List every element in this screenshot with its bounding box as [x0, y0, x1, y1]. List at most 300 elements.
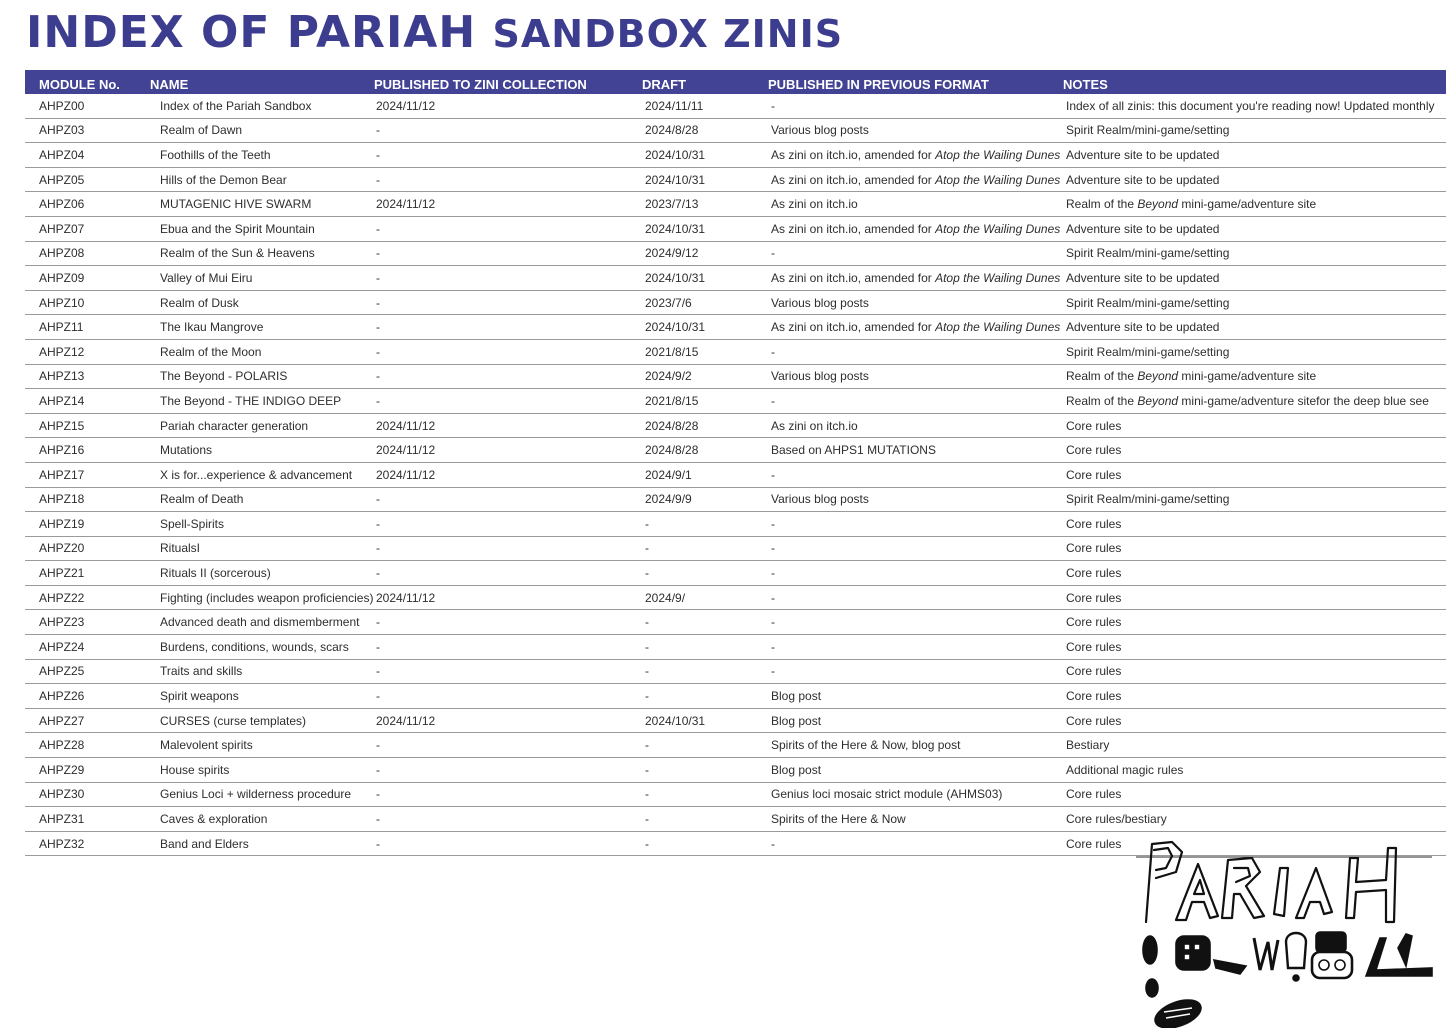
- cell-published-text: 2024/11/12: [376, 443, 436, 458]
- cell-name: [150, 610, 374, 635]
- cell-module-text: AHPZ15: [39, 418, 85, 433]
- cell-name: [150, 536, 374, 561]
- cell-name: [150, 462, 374, 487]
- table-row: [25, 807, 1446, 832]
- cell-notes: [1063, 364, 1446, 389]
- table-row: [25, 438, 1446, 463]
- cell-notes: [1063, 216, 1446, 241]
- cell-name: [150, 561, 374, 586]
- cell-previous-format-text: -: [771, 516, 775, 531]
- cell-module: [25, 659, 150, 684]
- cell-previous-format-text: -: [771, 639, 775, 654]
- cell-module-text: AHPZ29: [39, 762, 85, 777]
- cell-previous-format: [768, 438, 1063, 463]
- column-header-module: MODULE No.: [39, 76, 120, 92]
- cell-draft: [642, 733, 768, 758]
- cell-previous-format: [768, 610, 1063, 635]
- cell-previous-format-text: Based on AHPS1 MUTATIONS: [771, 443, 936, 458]
- cell-draft-text: -: [645, 787, 649, 802]
- cell-previous-format-text: Various blog posts: [771, 123, 869, 138]
- cell-previous-format-text: As zini on itch.io: [771, 418, 858, 433]
- cell-name: [150, 167, 374, 192]
- cell-name: [150, 512, 374, 537]
- cell-module: [25, 758, 150, 783]
- cell-notes-text: Adventure site to be updated: [1066, 147, 1220, 162]
- cell-published-text: -: [376, 123, 380, 138]
- cell-name-text: Genius Loci + wilderness procedure: [160, 787, 352, 802]
- cell-published: [374, 512, 642, 537]
- cell-draft: [642, 684, 768, 709]
- cell-published: [374, 192, 642, 217]
- cell-name: [150, 389, 374, 414]
- cell-published: [374, 364, 642, 389]
- table-row: [25, 708, 1446, 733]
- cell-name-text: X is for...experience & advancement: [160, 467, 353, 482]
- book-title: Atop the Wailing Dunes: [935, 320, 1061, 335]
- cell-draft: [642, 512, 768, 537]
- cell-notes: [1063, 659, 1446, 684]
- cell-notes: [1063, 684, 1446, 709]
- cell-published-text: -: [376, 344, 380, 359]
- cell-module: [25, 561, 150, 586]
- cell-module-text: AHPZ07: [39, 221, 85, 236]
- cell-previous-format: [768, 192, 1063, 217]
- cell-notes: [1063, 143, 1446, 168]
- cell-previous-format-text: -: [771, 836, 775, 851]
- table-row: [25, 536, 1446, 561]
- table-row: [25, 561, 1446, 586]
- cell-published-text: -: [376, 812, 380, 827]
- cell-previous-format-text: -: [771, 590, 775, 605]
- cell-published: [374, 807, 642, 832]
- cell-previous-format-text: -: [771, 467, 775, 482]
- cell-draft-text: 2024/9/1: [645, 467, 692, 482]
- cell-draft: [642, 413, 768, 438]
- cell-previous-format: [768, 831, 1063, 856]
- cell-name-text: Ebua and the Spirit Mountain: [160, 221, 315, 236]
- cell-module-text: AHPZ14: [39, 393, 85, 408]
- cell-module: [25, 438, 150, 463]
- table-row: [25, 339, 1446, 364]
- cell-module-text: AHPZ05: [39, 172, 85, 187]
- cell-name: [150, 659, 374, 684]
- cell-published-text: -: [376, 615, 380, 630]
- cell-published: [374, 94, 642, 118]
- cell-draft: [642, 536, 768, 561]
- cell-previous-format: [768, 315, 1063, 340]
- cell-module-text: AHPZ08: [39, 246, 85, 261]
- cell-previous-format-text: As zini on itch.io, amended for Atop the Wailing Dunes: [771, 320, 1061, 335]
- cell-module: [25, 782, 150, 807]
- cell-draft-text: 2024/11/11: [645, 98, 704, 113]
- cell-draft-text: 2024/10/31: [645, 270, 706, 285]
- cell-draft: [642, 315, 768, 340]
- cell-module: [25, 241, 150, 266]
- cell-name-text: Band and Elders: [160, 836, 249, 851]
- cell-draft-text: -: [645, 516, 649, 531]
- cell-name: [150, 413, 374, 438]
- cell-notes-text: Core rules/bestiary: [1066, 812, 1167, 827]
- cell-module-text: AHPZ03: [39, 123, 85, 138]
- notes-suffix: mini-game/adventure sitefor the deep blue see: [1178, 393, 1429, 408]
- cell-previous-format: [768, 339, 1063, 364]
- cell-module-text: AHPZ12: [39, 344, 85, 359]
- cell-published-text: -: [376, 369, 380, 384]
- cell-previous-format: [768, 659, 1063, 684]
- cell-name-text: The Beyond - POLARIS: [160, 369, 288, 384]
- cell-draft: [642, 487, 768, 512]
- cell-module-text: AHPZ27: [39, 713, 85, 728]
- cell-published-text: -: [376, 295, 380, 310]
- cell-name-text: Valley of Mui Eiru: [160, 270, 253, 285]
- cell-draft-text: -: [645, 738, 649, 753]
- table-row: [25, 487, 1446, 512]
- cell-published: [374, 462, 642, 487]
- cell-module-text: AHPZ09: [39, 270, 85, 285]
- cell-draft: [642, 561, 768, 586]
- cell-notes: [1063, 807, 1446, 832]
- table-row: [25, 364, 1446, 389]
- cell-name: [150, 290, 374, 315]
- cell-notes-text: Spirit Realm/mini-game/setting: [1066, 492, 1230, 507]
- cell-draft-text: 2021/8/15: [645, 393, 699, 408]
- cell-previous-format-text: Spirits of the Here & Now: [771, 812, 906, 827]
- cell-draft-text: 2021/8/15: [645, 344, 699, 359]
- cell-notes-text: Core rules: [1066, 689, 1122, 704]
- cell-notes: [1063, 462, 1446, 487]
- cell-previous-format: [768, 684, 1063, 709]
- book-title: Atop the Wailing Dunes: [935, 221, 1061, 236]
- book-title: Atop the Wailing Dunes: [935, 270, 1061, 285]
- cell-published: [374, 389, 642, 414]
- cell-draft: [642, 339, 768, 364]
- cell-draft-text: -: [645, 639, 649, 654]
- cell-name-text: Burdens, conditions, wounds, scars: [160, 639, 349, 654]
- cell-previous-format-text: -: [771, 664, 775, 679]
- cell-published-text: -: [376, 566, 380, 581]
- cell-previous-format: [768, 290, 1063, 315]
- cell-published-text: -: [376, 664, 380, 679]
- cell-draft: [642, 364, 768, 389]
- cell-name: [150, 192, 374, 217]
- cell-name-text: Foothills of the Teeth: [160, 147, 271, 162]
- cell-name-text: Realm of the Moon: [160, 344, 262, 359]
- cell-published-text: -: [376, 492, 380, 507]
- cell-name-text: Index of the Pariah Sandbox: [160, 98, 312, 113]
- cell-name-text: Realm of Dusk: [160, 295, 239, 310]
- cell-published-text: 2024/11/12: [376, 713, 436, 728]
- cell-notes: [1063, 192, 1446, 217]
- cell-notes: [1063, 635, 1446, 660]
- cell-module: [25, 733, 150, 758]
- cell-name: [150, 635, 374, 660]
- cell-module: [25, 315, 150, 340]
- cell-module: [25, 831, 150, 856]
- cell-notes-text: Core rules: [1066, 639, 1122, 654]
- table-row: [25, 733, 1446, 758]
- cell-published-text: 2024/11/12: [376, 197, 436, 212]
- cell-published-text: -: [376, 836, 380, 851]
- cell-module: [25, 143, 150, 168]
- cell-draft-text: 2024/8/28: [645, 418, 699, 433]
- cell-name-text: RitualsI: [160, 541, 201, 556]
- cell-name-text: The Ikau Mangrove: [160, 320, 264, 335]
- cell-notes-text: Core rules: [1066, 516, 1122, 531]
- cell-published-text: -: [376, 393, 380, 408]
- cell-published-text: 2024/11/12: [376, 418, 436, 433]
- cell-draft: [642, 192, 768, 217]
- cell-module-text: AHPZ10: [39, 295, 85, 310]
- cell-previous-format-text: As zini on itch.io: [771, 197, 858, 212]
- cell-name: [150, 266, 374, 291]
- cell-module-text: AHPZ24: [39, 639, 85, 654]
- cell-draft: [642, 389, 768, 414]
- notes-suffix: mini-game/adventure site: [1178, 197, 1317, 212]
- cell-previous-format: [768, 94, 1063, 118]
- cell-published: [374, 216, 642, 241]
- column-header-notes: NOTES: [1063, 76, 1108, 92]
- cell-notes-text: Realm of the Beyond mini-game/adventure sitefor the deep blue see: [1066, 393, 1429, 408]
- cell-name: [150, 143, 374, 168]
- cell-previous-format: [768, 118, 1063, 143]
- cell-previous-format: [768, 389, 1063, 414]
- cell-published: [374, 733, 642, 758]
- cell-module-text: AHPZ06: [39, 197, 85, 212]
- cell-published: [374, 708, 642, 733]
- column-header-name: NAME: [150, 76, 189, 92]
- cell-draft: [642, 659, 768, 684]
- cell-module: [25, 339, 150, 364]
- cell-draft: [642, 782, 768, 807]
- cell-name-text: Spell-Spirits: [160, 516, 225, 531]
- cell-notes-text: Core rules: [1066, 664, 1122, 679]
- cell-module-text: AHPZ26: [39, 689, 85, 704]
- cell-previous-format-text: Various blog posts: [771, 369, 869, 384]
- cell-published: [374, 561, 642, 586]
- cell-previous-format-text: Blog post: [771, 713, 822, 728]
- cell-draft: [642, 266, 768, 291]
- cell-notes: [1063, 94, 1446, 118]
- cell-name: [150, 758, 374, 783]
- cell-draft: [642, 143, 768, 168]
- cell-module-text: AHPZ11: [39, 320, 84, 335]
- cell-notes-text: Core rules: [1066, 566, 1122, 581]
- cell-notes: [1063, 561, 1446, 586]
- cell-published-text: -: [376, 787, 380, 802]
- cell-notes: [1063, 708, 1446, 733]
- cell-name: [150, 118, 374, 143]
- cell-previous-format-text: As zini on itch.io, amended for Atop the Wailing Dunes: [771, 172, 1061, 187]
- cell-draft: [642, 167, 768, 192]
- cell-notes-text: Bestiary: [1066, 738, 1110, 753]
- cell-module-text: AHPZ20: [39, 541, 85, 556]
- cell-module: [25, 512, 150, 537]
- cell-previous-format-text: -: [771, 566, 775, 581]
- realm-name: Beyond: [1137, 369, 1179, 384]
- table-row: [25, 290, 1446, 315]
- cell-draft-text: -: [645, 762, 649, 777]
- cell-draft: [642, 118, 768, 143]
- cell-previous-format-text: As zini on itch.io, amended for Atop the Wailing Dunes: [771, 270, 1061, 285]
- cell-name: [150, 94, 374, 118]
- cell-module-text: AHPZ23: [39, 615, 85, 630]
- cell-name: [150, 684, 374, 709]
- cell-draft-text: 2024/8/28: [645, 443, 699, 458]
- cell-module: [25, 216, 150, 241]
- cell-module: [25, 684, 150, 709]
- cell-notes-text: Adventure site to be updated: [1066, 320, 1220, 335]
- cell-notes: [1063, 167, 1446, 192]
- cell-notes: [1063, 512, 1446, 537]
- cell-previous-format: [768, 782, 1063, 807]
- cell-module: [25, 487, 150, 512]
- cell-module: [25, 118, 150, 143]
- cell-published-text: -: [376, 639, 380, 654]
- cell-name: [150, 241, 374, 266]
- cell-name-text: Spirit weapons: [160, 689, 239, 704]
- cell-name-text: Caves & exploration: [160, 812, 268, 827]
- cell-module-text: AHPZ30: [39, 787, 85, 802]
- table-body: [25, 94, 1446, 856]
- cell-module-text: AHPZ04: [39, 147, 85, 162]
- cell-previous-format-text: -: [771, 541, 775, 556]
- cell-published: [374, 585, 642, 610]
- table-row: [25, 610, 1446, 635]
- cell-previous-format-text: Blog post: [771, 762, 822, 777]
- cell-name: [150, 216, 374, 241]
- cell-draft-text: -: [645, 689, 649, 704]
- column-header-published: PUBLISHED TO ZINI COLLECTION: [374, 76, 587, 92]
- cell-published: [374, 758, 642, 783]
- cell-published: [374, 610, 642, 635]
- cell-published-text: 2024/11/12: [376, 590, 436, 605]
- cell-notes: [1063, 241, 1446, 266]
- cell-module: [25, 536, 150, 561]
- cell-module-text: AHPZ17: [39, 467, 85, 482]
- cell-published: [374, 684, 642, 709]
- cell-notes-text: Adventure site to be updated: [1066, 172, 1220, 187]
- cell-previous-format: [768, 413, 1063, 438]
- cell-published-text: -: [376, 221, 380, 236]
- cell-module-text: AHPZ22: [39, 590, 85, 605]
- cell-draft-text: 2024/9/9: [645, 492, 692, 507]
- cell-name-text: Realm of the Sun & Heavens: [160, 246, 315, 261]
- cell-module-text: AHPZ25: [39, 664, 85, 679]
- cell-name-text: Realm of Dawn: [160, 123, 243, 138]
- cell-module: [25, 462, 150, 487]
- cell-previous-format-text: As zini on itch.io, amended for Atop the Wailing Dunes: [771, 147, 1061, 162]
- cell-draft: [642, 758, 768, 783]
- cell-published: [374, 782, 642, 807]
- cell-name-text: Realm of Death: [160, 492, 244, 507]
- cell-notes-text: Core rules: [1066, 615, 1122, 630]
- cell-published: [374, 266, 642, 291]
- cell-published: [374, 831, 642, 856]
- cell-name: [150, 315, 374, 340]
- table-header-row: [25, 70, 1446, 94]
- cell-notes-text: Core rules: [1066, 836, 1122, 851]
- cell-notes: [1063, 315, 1446, 340]
- cell-draft-text: 2023/7/6: [645, 295, 692, 310]
- cell-published-text: -: [376, 516, 380, 531]
- cell-name: [150, 585, 374, 610]
- cell-previous-format: [768, 241, 1063, 266]
- table-row: [25, 758, 1446, 783]
- cell-previous-format: [768, 585, 1063, 610]
- cell-previous-format: [768, 512, 1063, 537]
- table-row: [25, 167, 1446, 192]
- cell-published: [374, 487, 642, 512]
- cell-notes-text: Realm of the Beyond mini-game/adventure site: [1066, 197, 1317, 212]
- cell-draft-text: 2024/10/31: [645, 147, 706, 162]
- cell-name: [150, 438, 374, 463]
- cell-draft: [642, 94, 768, 118]
- cell-name-text: The Beyond - THE INDIGO DEEP: [160, 393, 342, 408]
- cell-name-text: Malevolent spirits: [160, 738, 253, 753]
- cell-notes: [1063, 782, 1446, 807]
- cell-draft: [642, 585, 768, 610]
- cell-notes-text: Adventure site to be updated: [1066, 270, 1220, 285]
- table-row: [25, 266, 1446, 291]
- cell-notes-text: Core rules: [1066, 443, 1122, 458]
- cell-module: [25, 807, 150, 832]
- cell-name-text: Advanced death and dismemberment: [160, 615, 360, 630]
- cell-notes-text: Adventure site to be updated: [1066, 221, 1220, 236]
- table-row: [25, 241, 1446, 266]
- cell-module: [25, 413, 150, 438]
- cell-notes: [1063, 413, 1446, 438]
- realm-name: Beyond: [1137, 393, 1179, 408]
- cell-published: [374, 339, 642, 364]
- table-row: [25, 118, 1446, 143]
- cell-previous-format-text: -: [771, 393, 775, 408]
- cell-module: [25, 192, 150, 217]
- cell-draft-text: -: [645, 566, 649, 581]
- cell-notes-text: Core rules: [1066, 590, 1122, 605]
- cell-draft-text: 2024/10/31: [645, 713, 706, 728]
- cell-notes-text: Spirit Realm/mini-game/setting: [1066, 344, 1230, 359]
- cell-previous-format: [768, 733, 1063, 758]
- cell-name-text: MUTAGENIC HIVE SWARM: [160, 197, 312, 212]
- cell-module: [25, 167, 150, 192]
- cell-draft: [642, 610, 768, 635]
- cell-draft-text: 2024/8/28: [645, 123, 699, 138]
- cell-draft: [642, 635, 768, 660]
- cell-name-text: CURSES (curse templates): [160, 713, 307, 728]
- cell-draft-text: 2024/10/31: [645, 320, 706, 335]
- table-row: [25, 659, 1446, 684]
- cell-module: [25, 389, 150, 414]
- cell-previous-format: [768, 266, 1063, 291]
- cell-notes-text: Spirit Realm/mini-game/setting: [1066, 295, 1230, 310]
- cell-published-text: -: [376, 320, 380, 335]
- cell-previous-format-text: -: [771, 98, 775, 113]
- cell-notes-text: Core rules: [1066, 713, 1122, 728]
- cell-name-text: Pariah character generation: [160, 418, 309, 433]
- cell-previous-format: [768, 635, 1063, 660]
- cell-previous-format: [768, 167, 1063, 192]
- cell-draft: [642, 438, 768, 463]
- cell-name-text: Hills of the Demon Bear: [160, 172, 287, 187]
- realm-name: Beyond: [1137, 197, 1179, 212]
- cell-module-text: AHPZ28: [39, 738, 85, 753]
- cell-module: [25, 635, 150, 660]
- cell-notes: [1063, 339, 1446, 364]
- cell-notes-text: Index of all zinis: this document you're reading now! Updated monthly: [1066, 98, 1435, 113]
- cell-notes: [1063, 290, 1446, 315]
- column-header-draft: DRAFT: [642, 76, 687, 92]
- cell-module: [25, 290, 150, 315]
